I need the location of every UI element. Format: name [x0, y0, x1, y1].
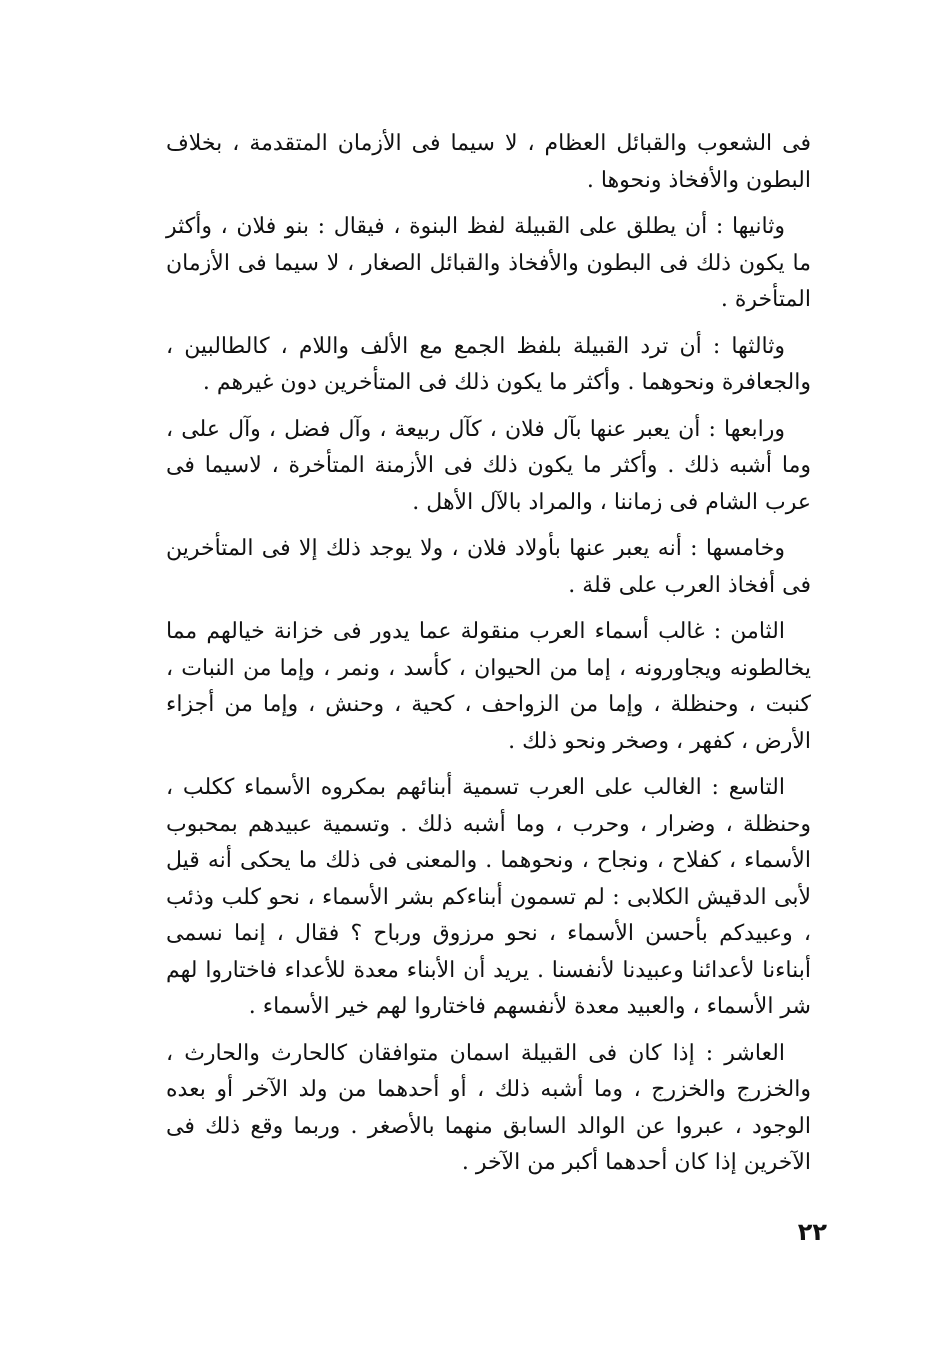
paragraph-text: التاسع : الغالب على العرب تسمية أبنائهم بمكروه الأسماء ككلب ، وحنظلة ، وضرار ، وحرب ، وما أشبه ذلك . وتسمية عبيدهم بمحبوب الأسماء ، كفلاح ، ونجاح ، ونحوهما . والمعنى فى ذلك ما يحكى أنه قيل لأبى الدقيش الكلابى : لم تسمون أبناءكم بشر الأسماء ، نحو كلب وذئب ، وعبيدكم بأحسن الأسماء ، نحو مرزوق ورباح ؟ فقال ، إنما نسمى أبناءنا لأعدائنا وعبيدنا لأنفسنا . يريد أن الأبناء معدة للأعداء فاختاروا لهم شر الأسماء ، والعبيد معدة لأنفسهم فاختاروا لهم خير الأسماء .: [166, 775, 811, 1019]
paragraph-fifth: [166, 531, 811, 604]
paragraph-text: وثانيها : أن يطلق على القبيلة لفظ البنوة ، فيقال : بنو فلان ، وأكثر ما يكون ذلك فى البطون والأفخاذ والقبائل الصغار ، لا سيما فى الأزمان المتأخرة .: [166, 214, 811, 312]
paragraph-fourth: [166, 412, 811, 522]
paragraph-ninth: [166, 770, 811, 1026]
paragraph-text: وثالثها : أن ترد القبيلة بلفظ الجمع مع الألف واللام ، كالطالبين ، والجعافرة ونحوهما . وأكثر ما يكون ذلك فى المتأخرين دون غيرهم .: [166, 333, 811, 395]
body-text: [166, 126, 811, 1192]
paragraph-continuation: فى الشعوب والقبائل العظام ، لا سيما فى الأزمان المتقدمة ، بخلاف البطون والأفخاذ ونحوها .: [166, 131, 811, 193]
paragraph-text: وخامسها : أنه يعبر عنها بأولاد فلان ، ولا يوجد ذلك إلا فى المتأخرين فى أفخاذ العرب على قلة .: [166, 536, 811, 598]
paragraph-text: العاشر : إذا كان فى القبيلة اسمان متوافقان كالحارث والحارث ، والخزرج والخزرج ، وما أشبه ذلك ، أو أحدهما من ولد الآخر أو بعده الوجود ، عبروا عن الوالد السابق منهما بالأصغر . وربما وقع ذلك فى الآخرين إذا كان أحدهما أكبر من الآخر .: [166, 1040, 811, 1175]
paragraph-text: ورابعها : أن يعبر عنها بآل فلان ، كآل ربيعة ، وآل فضل ، وآل على ، وما أشبه ذلك . وأكثر ما يكون ذلك فى الأزمنة المتأخرة ، لاسيما فى عرب الشام فى زماننا ، والمراد بالآل الأهل .: [166, 416, 811, 515]
paragraph-tenth: [166, 1036, 811, 1182]
paragraph-text: الثامن : غالب أسماء العرب منقولة عما يدور فى خزانة خيالهم مما يخالطونه ويجاورونه ، إما من الحيوان ، كأسد ، ونمر ، وإما من النبات ، كنبت ، وحنظلة ، وإما من الزواحف ، كحية ، وحنش ، وإما من أجزاء الأرض ، كفهر ، وصخر ونحو ذلك .: [166, 619, 811, 754]
page-number: ٢٢: [797, 1218, 827, 1246]
paragraph-second: [166, 209, 811, 319]
paragraph-eighth: [166, 614, 811, 760]
paragraph-third: [166, 329, 811, 402]
